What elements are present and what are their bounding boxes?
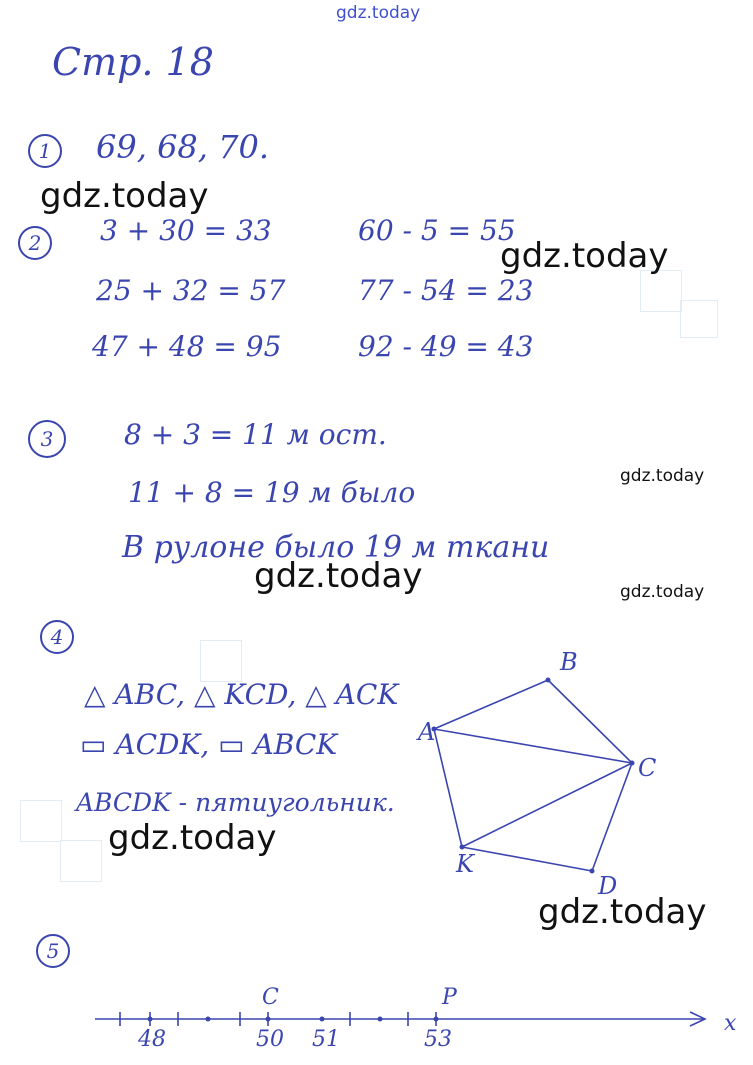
axis-x-label: x	[724, 1011, 737, 1036]
watermark-text: gdz.today	[620, 466, 705, 486]
task2-right-3: 92 - 49 = 43	[358, 330, 534, 363]
task2-left-1: 3 + 30 = 33	[100, 214, 272, 247]
task2-number: 2	[18, 226, 52, 260]
task4-line-3: ABCDK - пятиугольник.	[76, 788, 395, 817]
point-50	[266, 1017, 271, 1022]
point-53	[434, 1017, 439, 1022]
task1-answer: 69, 68, 70.	[96, 128, 270, 166]
label-b: B	[560, 648, 578, 676]
task1-number: 1	[28, 134, 62, 168]
label-c: C	[638, 754, 657, 782]
tick-label-51: 51	[312, 1027, 340, 1052]
task4-line-2: ▭ ACDK, ▭ ABCK	[80, 728, 338, 761]
point	[206, 1017, 211, 1022]
task4-line-1: △ ABC, △ KCD, △ ACK	[84, 678, 399, 711]
watermark-text: gdz.today	[620, 582, 705, 602]
task4-number: 4	[40, 620, 74, 654]
page-label: Стр. 18	[52, 40, 214, 84]
top-watermark: gdz.today	[336, 3, 421, 23]
task3-line-1: 8 + 3 = 11 м ост.	[124, 418, 387, 451]
label-a: A	[418, 718, 436, 746]
watermark-text: gdz.today	[538, 892, 707, 932]
task2-right-2: 77 - 54 = 23	[358, 274, 534, 307]
tick-label-50: 50	[256, 1027, 284, 1052]
watermark-text: gdz.today	[40, 176, 209, 216]
label-k: K	[456, 850, 474, 878]
tick-label-48: 48	[138, 1027, 166, 1052]
watermark-text: gdz.today	[254, 556, 423, 596]
task2-left-2: 25 + 32 = 57	[96, 274, 286, 307]
task5-number: 5	[36, 934, 70, 968]
task3-number: 3	[28, 420, 66, 458]
point-c-label: C	[262, 985, 279, 1010]
point	[378, 1017, 383, 1022]
task2-left-3: 47 + 48 = 95	[92, 330, 282, 363]
task3-line-2: 11 + 8 = 19 м было	[128, 476, 416, 509]
point-48	[148, 1017, 153, 1022]
label-d: D	[598, 872, 618, 900]
tick-label-53: 53	[424, 1027, 452, 1052]
task2-right-1: 60 - 5 = 55	[358, 214, 516, 247]
watermark-text: gdz.today	[108, 818, 277, 858]
task3-line-3: В рулоне было 19 м ткани	[122, 530, 550, 565]
point-p-label: P	[442, 985, 457, 1010]
watermark-text: gdz.today	[500, 236, 669, 276]
point-51	[320, 1017, 325, 1022]
